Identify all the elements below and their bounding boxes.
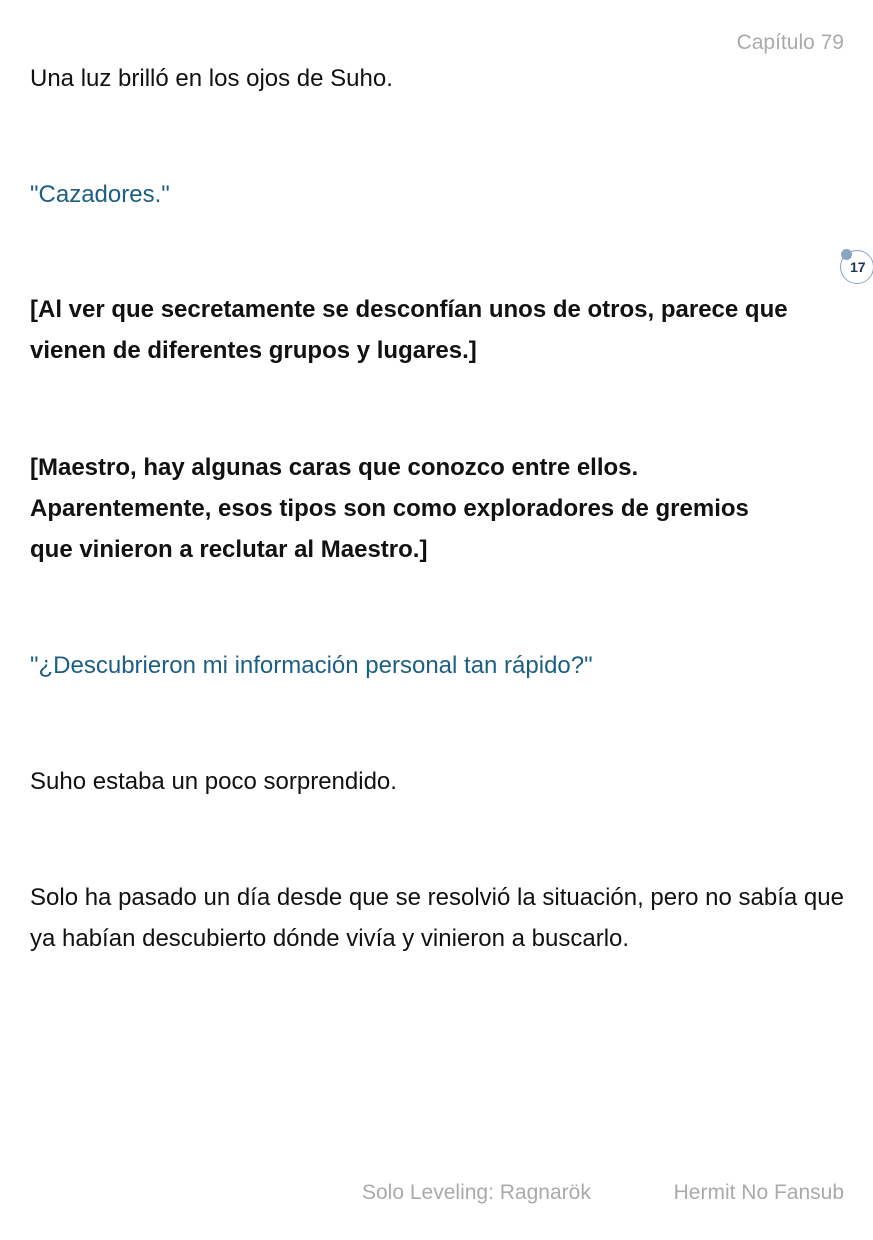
badge-dot-icon (841, 249, 852, 260)
paragraph: Solo ha pasado un día desde que se resolvió la situación, pero no sabía que ya habían descubierto dónde vivía y vinieron a buscarlo. (30, 884, 844, 952)
chapter-label: Capítulo 79 (736, 31, 844, 54)
paragraph: Suho estaba un poco sorprendido. (30, 768, 397, 795)
page-number: 17 (850, 259, 866, 275)
paragraph: Una luz brilló en los ojos de Suho. (30, 65, 393, 92)
system-message: [Al ver que secretamente se desconfían unos de otros, parece que vienen de diferentes grupos y lugares.] (30, 296, 788, 364)
dialogue: "¿Descubrieron mi información personal tan rápido?" (30, 652, 593, 679)
system-message: [Maestro, hay algunas caras que conozco entre ellos. Aparentemente, esos tipos son como exploradores de gremios que vinieron a reclutar al Maestro.] (30, 454, 749, 563)
footer-group: Hermit No Fansub (673, 1181, 844, 1204)
dialogue: "Cazadores." (30, 181, 170, 208)
footer-title: Solo Leveling: Ragnarök (362, 1181, 591, 1204)
